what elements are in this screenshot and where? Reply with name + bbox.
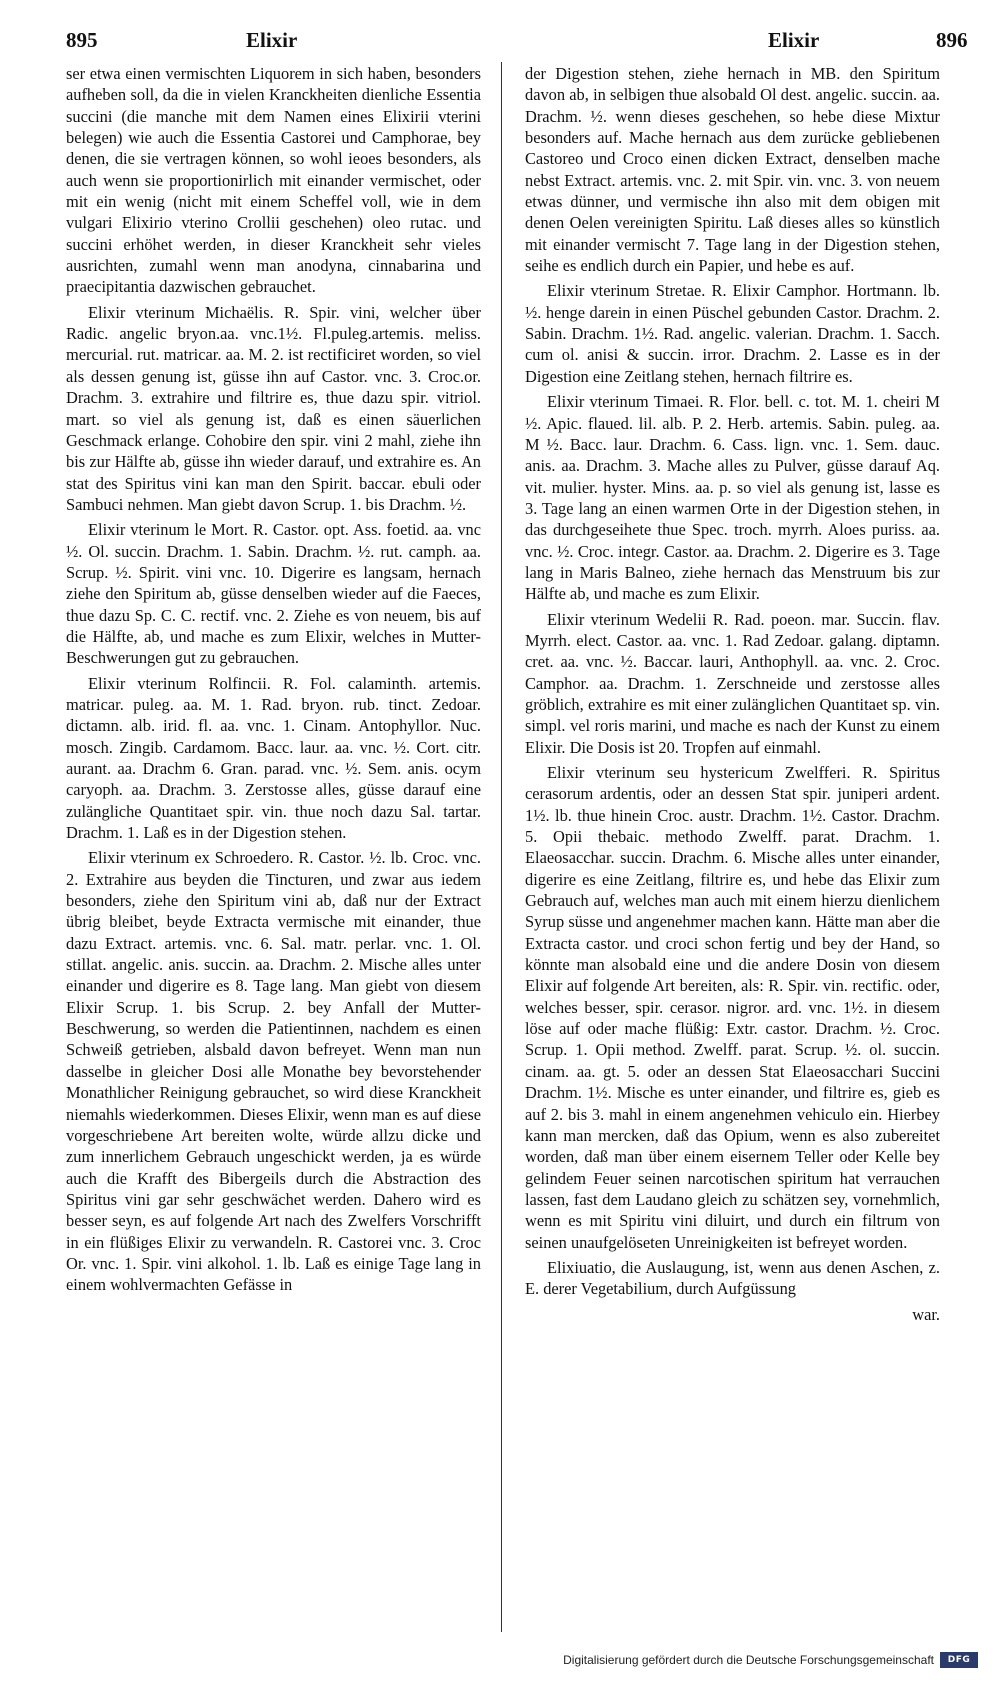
right-running-title: Elixir: [768, 28, 820, 52]
column-divider: [501, 62, 502, 1632]
right-paragraph-1: der Digestion stehen, ziehe hernach in MB. den Spiritum davon ab, in selbigen thue alsobald Ol dest. angelic. succin. aa. Drachm. ½. wenn dieses geschehen, so hebe diese Mixtur besonders auf. Mache hernach aus dem zurücke gebliebenen Castoreo und Croco einen dicken Extract, denselben mache nebst Extract. artemis. vnc. 2. mit Spir. vin. vnc. 3. von neuem etwas dünner, und vermische ihn also mit dem obigen mit denen Oelen vereinigten Spiritu. Laß dieses alles so künstlich mit einander vermischt 7. Tage lang in der Digestion stehen, seihe es endlich durch ein Papier, und hebe es auf.: [525, 64, 940, 276]
footer-text: Digitalisierung gefördert durch die Deutsche Forschungsgemeinschaft: [563, 1653, 934, 1667]
left-paragraph-3: Elixir vterinum le Mort. R. Castor. opt. Ass. foetid. aa. vnc ½. Ol. succin. Drachm. 1. Sabin. Drachm. ½. rut. camph. aa. Scrup. ½. Spirit. vini vnc. 10. Digerire es langsam, hernach ziehe den Spiritum ab, güsse denselben wieder auf die Faeces, thue dazu Sp. C. C. rectif. vnc. 2. Ziehe es von neuem, bis auf die Hälfte, ab, und mache es zum Elixir, welches in Mutter-Beschwerungen gut zu gebrauchen.: [66, 520, 481, 668]
left-page-number: 895: [66, 28, 98, 52]
right-paragraph-2: Elixir vterinum Stretae. R. Elixir Camphor. Hortmann. lb. ½. henge darein in einen Püschel gebunden Castor. Drachm. 2. Sabin. Drachm. 1½. Rad. angelic. valerian. Drachm. 1. Sacch. cum ol. anisi & succin. irror. Drachm. 2. Lasse es in der Digestion eine Zeitlang stehen, hernach filtrire es.: [525, 281, 940, 386]
left-paragraph-2: Elixir vterinum Michaëlis. R. Spir. vini, welcher über Radic. angelic bryon.aa. vnc.1½. Fl.puleg.artemis. meliss. mercurial. rut. matricar. aa. M. 2. ist rectificiret worden, so viel als dessen genung ist, güsse ihn auf Castor. vnc. 3. Croc.or. Drachm. 3. extrahire und filtrire es, thue dazu spir. vitriol. mart. so viel als genung ist, daß es einen säuerlichen Geschmack erlange. Cohobire den spir. vini 2 mahl, ziehe ihn bis zur Hälfte ab, güsse ihn wieder darauf, und extrahire es. An stat des Spiritus vini kan man den Spirit. baccar. ebuli oder Sambuci nehmen. Man giebt davon Scrup. 1. bis Drachm. ½.: [66, 302, 481, 514]
left-paragraph-5: Elixir vterinum ex Schroedero. R. Castor. ½. lb. Croc. vnc. 2. Extrahire aus beyden die Tincturen, und zwar aus iedem besonders, ziehe den Spiritum vini ab, daß nur der Extract übrig bleibet, beyde Extracta vermische mit einander, thue dazu Extract. artemis. vnc. 6. Sal. matr. perlar. vnc. 1. Ol. stillat. angelic. anis. succin. aa. Drachm. 2. Mische alles unter einander und digerire es 8. Tage lang. Man giebt von diesem Elixir Scrup. 1. bis Scrup. 2. bey Anfall der Mutter-Beschwerung, so werden die Patientinnen, nachdem es einen Schweiß getrieben, alsbald davon befreyet. Wenn man nun dasselbe in gleicher Dosi alle Monathe bey bevorstehender Monathlicher Reinigung gebrauchet, so wird diese Kranckheit niemahls wiederkommen. Dieses Elixir, wenn man es auf diese vorgeschriebene Art bereiten wolte, würde allzu dicke und zum innerlichem Gebrauch ungeschickt werden, ja es würde auch die Krafft des Bibergeils durch die Abstraction des Spiritus vini gar sehr geschwächet werden. Dahero wird es besser seyn, es auf folgende Art nach des Zwelfers Vorschrifft in ein flüßiges Elixir zu verwandeln. R. Castorei vnc. 3. Croc Or. vnc. 1. Spir. vini alkohol. 1. lb. Laß es einige Tage lang in einem wohlvermachten Gefässe in: [66, 848, 481, 1295]
right-page-number: 896: [936, 28, 968, 52]
right-paragraph-6: Elixiuatio, die Auslaugung, ist, wenn aus denen Aschen, z. E. derer Vegetabilium, durch Aufgüssung: [525, 1257, 940, 1299]
left-paragraph-1: ser etwa einen vermischten Liquorem in sich haben, besonders aufheben soll, da die in vielen Kranckheiten dienliche Essentia succini (die manche mit dem Namen eines Elixirii vterini belegen) wie auch die Essentia Castorei und Camphorae, bey denen, die sie vertragen können, so wohl ieoes besonders, als auch wenn sie proportionirlich mit einander vermischet, oder mit ein wenig (nicht mit einem Scheffel voll, wie in dem vulgari Elixirio vterino Crollii geschehen) oleo rutac. und succini erhöhet werden, in dieser Kranckheit sehr vieles ausrichten, zumahl wenn man anodyna, cinnabarina und praecipitantia dazwischen gebrauchet.: [66, 64, 481, 297]
right-paragraph-4: Elixir vterinum Wedelii R. Rad. poeon. mar. Succin. flav. Myrrh. elect. Castor. aa. vnc. 1. Rad Zedoar. galang. diptamn. cret. aa. vnc. ½. Baccar. lauri, Anthophyll. aa. vnc. 2. Croc. Camphor. aa. Drachm. 1. Zerschneide und zerstosse alles gröblich, extrahire es mit einer zulänglichen Quantitaet sp. vin. simpl. vel roris marini, und mache es nach der Kunst zu einem Elixir. Die Dosis ist 20. Tropfen auf einmahl.: [525, 609, 940, 757]
right-column: [525, 63, 940, 1630]
dfg-logo: DFG: [940, 1652, 978, 1668]
right-paragraph-5: Elixir vterinum seu hystericum Zwelfferi. R. Spiritus cerasorum ardentis, oder an dessen Stat spir. juniperi ardent. 1½. lb. thue hinein Croc. austr. Drachm. 1½. Castor. Drachm. 5. Opii thebaic. methodo Zwelff. parat. Drachm. 1. Elaeosacchar. succin. Drachm. 6. Mische alles unter einander, digerire es eine Zeitlang, filtrire es, und hebe das Elixir zum Gebrauch auf, welches man auch mit einem hierzu dienlichem Syrup süsse und angenehmer machen kann. Hätte man aber die Extracta castor. und croci schon fertig und bey der Hand, so könnte man alsobald eine und die andere Dosin von diesem Elixir auf folgende Art bereiten, als: R. Spir. vin. rectific. oder, welches besser, spir. cerasor. nigror. ard. vnc. 1½. in diesem löse auf oder mache flüßig: Extr. castor. Drachm. ½. Croc. Scrup. 1. Opii method. Zwelff. parat. Scrup. ½. ol. succin. cinam. aa. gt. 5. oder an dessen Stat Elaeosacchari Succini Drachm. 1½. Mische es unter einander, und filtrire es, gieb es auf 2. bis 3. mahl in einem angenehmen vehiculo ein. Hierbey kann man mercken, daß das Opium, wenn es also zubereitet worden, daß man über einem eisernem Teller oder Kelle bey gelindem Feuer seinen narcotischen spiritum hat verrauchen lassen, fast dem Laudano gleich zu schätzen sey, vornehmlich, wenn es mit Spiritu vini diluirt, und durch ein filtrum von seinen unaufgelöseten Unreinigkeiten ist befreyet worden.: [525, 763, 940, 1252]
right-paragraph-3: Elixir vterinum Timaei. R. Flor. bell. c. tot. M. 1. cheiri M ½. Apic. flaued. lil. alb. P. 2. Herb. artemis. Sabin. puleg. aa. M ½. Bacc. laur. Drachm. 6. Cass. lign. vnc. 1. Sem. dauc. anis. aa. Drachm. 3. Mache alles zu Pulver, güsse darauf Aq. vit. mulier. hyster. Mins. aa. p. so viel als genung ist, lasse es 3. Tage lang an einen warmen Orte in der Digestion stehen, in das durchgeseihete thue Spec. troch. myrrh. Aloes puriss. aa. vnc. ½. Croc. integr. Castor. aa. Drachm. 2. Digerire es 3. Tage lang in Maris Balneo, ziehe hernach das Menstruum bis zur Hälfte ab, und mache es zum Elixir.: [525, 392, 940, 604]
left-running-title: Elixir: [246, 28, 298, 52]
left-paragraph-4: Elixir vterinum Rolfincii. R. Fol. calaminth. artemis. matricar. puleg. aa. M. 1. Rad. bryon. rub. tinct. Zedoar. dictamn. alb. irid. fl. aa. vnc. 1. Cinam. Antophyllor. Nuc. mosch. Zingib. Cardamom. Bacc. laur. aa. vnc. ½. Cort. citr. aurant. aa. Drachm 6. Gran. parad. vnc. ½. Sem. anis. ocym caryoph. aa. Drachm. 3. Zerstosse alles, güsse darauf eine zulängliche Quantitaet spir. vin. thue noch dazu Sal. tartar. Drachm. 1. Laß es in der Digestion stehen.: [66, 673, 481, 843]
catchword: war.: [912, 1304, 940, 1324]
left-column: [66, 63, 481, 1630]
digitization-footer: [563, 1652, 978, 1668]
